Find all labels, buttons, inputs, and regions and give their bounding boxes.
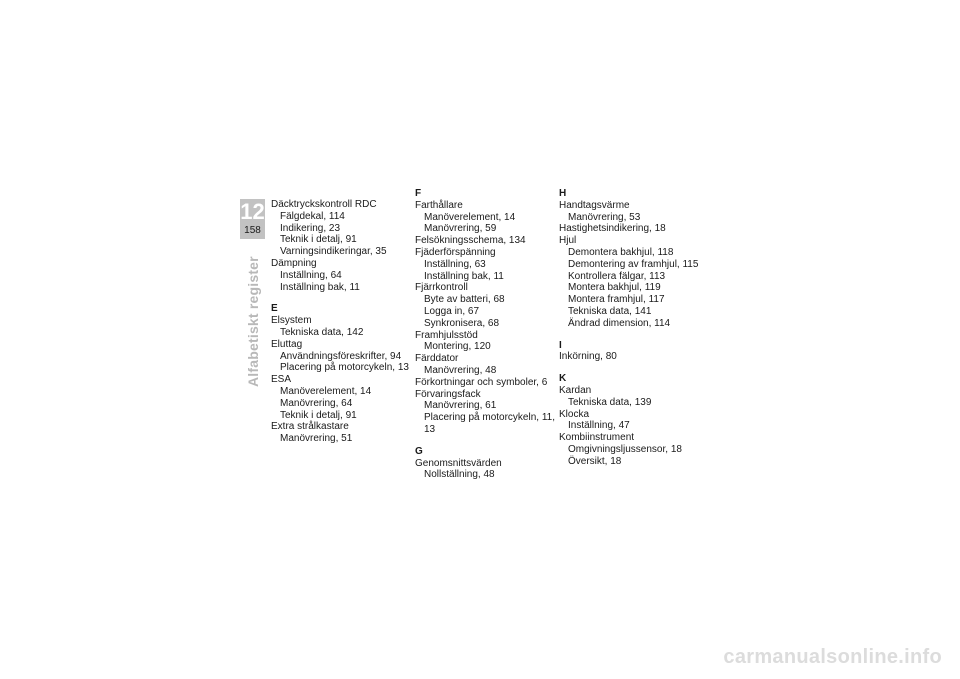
chapter-title: Alfabetiskt register [245,256,261,387]
index-subentry: Ändrad dimension, 114 [568,317,671,329]
index-column-2 [415,188,557,481]
index-letter-heading: H [559,188,567,199]
index-subentry: Montera bakhjul, 119 [568,282,661,294]
index-term: Elsystem [271,315,312,327]
index-subentry: Översikt, 18 [568,455,622,467]
index-term: Farthållare [415,199,463,211]
index-subentry: Manövrering, 61 [424,400,497,412]
index-entry [559,223,709,235]
index-subentry: Manövrering, 59 [424,223,497,235]
index-letter-heading: I [559,339,562,351]
index-entry [559,235,709,329]
index-subentry: Placering på motorcykeln, 13 [280,362,409,374]
index-term: Handtagsvärme [559,199,630,211]
index-letter-heading: G [415,445,423,457]
index-term: Klocka [559,408,590,420]
index-entry [271,258,413,293]
index-subentry: 13 [424,423,436,435]
index-subentry: Placering på motorcykeln, 11, [424,412,555,424]
index-subentry: Inställning bak, 11 [424,270,504,282]
index-entry [271,199,413,258]
index-entry [415,282,557,329]
index-term: Förvaringsfack [415,388,481,400]
index-entry [415,353,557,377]
index-column-1 [271,199,413,445]
index-entry [415,330,557,354]
index-entry [271,421,413,445]
index-subentry: Inställning, 64 [280,269,342,281]
chapter-number: 12 [240,199,265,224]
index-subentry: Montering, 120 [424,341,491,353]
index-subentry: Teknik i detalj, 91 [280,234,357,246]
index-subentry: Inställning, 47 [568,420,630,432]
index-subentry: Teknik i detalj, 91 [280,409,357,421]
index-term: Framhjulsstöd [415,329,478,341]
index-subentry: Varningsindikeringar, 35 [280,246,387,258]
index-entry [415,200,557,235]
index-subentry: Tekniska data, 141 [568,305,652,317]
index-subentry: Demontera bakhjul, 118 [568,246,674,258]
index-subentry: Inställning, 63 [424,258,486,270]
index-term: Fjärrkontroll [415,282,468,294]
index-entry [271,339,413,374]
index-entry [415,377,557,389]
index-term: Hjul [559,235,577,247]
index-subentry: Logga in, 67 [424,305,480,317]
index-subentry: Manövrering, 48 [424,364,497,376]
index-entry [415,389,557,436]
index-term: ESA [271,374,292,386]
index-term: Dämpning [271,257,317,269]
index-column-3 [559,188,709,468]
index-letter-heading: E [271,303,278,315]
index-subentry: Demontering av framhjul, 115 [568,258,699,270]
page-number: 158 [244,225,261,236]
index-term: Eluttag [271,338,303,350]
index-subentry: Manövrering, 64 [280,397,353,409]
index-subentry: Manövrering, 53 [568,211,641,223]
index-subentry: Tekniska data, 139 [568,396,652,408]
index-subentry: Tekniska data, 142 [280,326,364,338]
index-entry [559,409,709,433]
index-subentry: Byte av batteri, 68 [424,294,505,306]
index-subentry: Manöverelement, 14 [280,385,372,397]
index-subentry: Manövrering, 51 [280,433,353,445]
index-letter-heading: K [559,373,567,385]
index-subentry: Fälgdekal, 114 [280,210,345,222]
index-term: Hastighetsindikering, 18 [559,223,666,235]
index-entry [559,200,709,224]
index-term: Genomsnittsvärden [415,457,502,469]
chapter-tab [240,199,265,239]
index-term: Färddator [415,353,459,365]
index-term: Kombiinstrument [559,432,635,444]
watermark: carmanualsonline.info [723,646,942,668]
index-term: Förkortningar och symboler, 6 [415,376,548,388]
index-entry [415,235,557,247]
index-entry [415,247,557,282]
index-subentry: Användningsföreskrifter, 94 [280,350,402,362]
index-entry [559,385,709,409]
index-term: Däcktryckskontroll RDC [271,199,377,210]
index-entry [559,351,709,363]
index-entry [271,374,413,421]
index-term: Kardan [559,384,592,396]
index-subentry: Inställning bak, 11 [280,281,360,293]
index-subentry: Indikering, 23 [280,222,341,234]
index-subentry: Omgivningsljussensor, 18 [568,443,682,455]
index-subentry: Kontrollera fälgar, 113 [568,270,666,282]
index-subentry: Synkronisera, 68 [424,317,500,329]
index-entry [415,458,557,482]
index-letter-heading: F [415,188,422,199]
index-term: Extra strålkastare [271,421,349,433]
index-term: Inkörning, 80 [559,351,617,363]
index-term: Felsökningsschema, 134 [415,235,526,247]
index-subentry: Manöverelement, 14 [424,211,516,223]
index-term: Fjäderförspänning [415,246,496,258]
index-subentry: Nollställning, 48 [424,469,495,481]
index-entry [559,432,709,467]
index-entry [271,315,413,339]
index-subentry: Montera framhjul, 117 [568,294,665,306]
